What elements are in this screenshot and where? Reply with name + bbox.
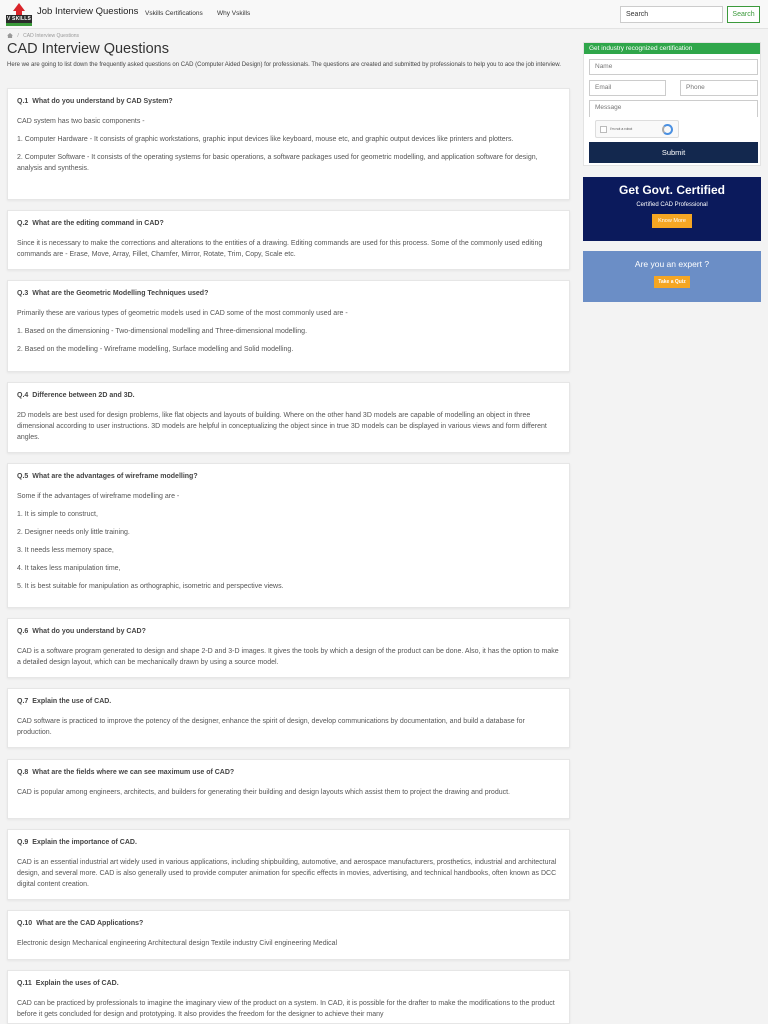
nav-link-why-vskills[interactable]: Why Vskills <box>217 10 251 17</box>
page-intro: Here we are going to list down the frequently asked questions on CAD (Computer Aided Design) for professionals. The questions are created and submitted by professionals to help you to ace the job interview. <box>7 62 561 68</box>
answer-line: CAD is an essential industrial art widely used in various applications, including shipbuilding, automotive, and aerospace manufacturers, prosthetics, industrial and architectural design, and several more. CAD is also generally used to provide computer animation for specific effects in movies, advertising, and technical handbooks, often known as DCC digital content creation. <box>17 859 557 888</box>
answer-line: 1. It is simple to construct, <box>17 511 98 518</box>
answer-line: 2. Designer needs only little training. <box>17 529 130 536</box>
question-heading <box>17 698 560 705</box>
search-input[interactable]: Search <box>620 6 723 23</box>
question-text: Difference between 2D and 3D. <box>32 392 135 399</box>
question-card <box>7 759 570 819</box>
answer-line: 1. Computer Hardware - It consists of graphic workstations, graphic input devices like keyboard, mouse etc, and graphic output devices like printers and plotters. <box>17 136 514 143</box>
breadcrumb <box>7 33 79 39</box>
question-heading <box>17 769 560 776</box>
question-heading <box>17 98 560 105</box>
expert-quiz-banner <box>583 251 761 302</box>
question-text: Explain the use of CAD. <box>32 698 112 705</box>
answer-line: CAD is a software program generated to design and shape 2-D and 3-D images. It gives the tools by which a design of the product can be done. Also, it has the option to make a detailed design layout, which can be mechanically drawn by using a source model. <box>17 648 559 666</box>
answer-line: 2D models are best used for design problems, like flat objects and layouts of building. Where on the other hand 3D models are capable of modelling an object in three dimensional according to user instructions. 3D models are helpful in conceptualizing the object since in true 3D models can be displayed in various views and form different angles. <box>17 412 547 441</box>
answer <box>17 238 560 260</box>
recaptcha-label: I'm not a robot <box>610 127 633 131</box>
answer <box>17 787 560 798</box>
home-icon[interactable] <box>7 33 13 38</box>
question-heading <box>17 980 560 987</box>
logo-text: V SKILLS <box>6 16 32 22</box>
recaptcha-checkbox[interactable] <box>600 126 607 133</box>
know-more-button[interactable]: Know More <box>652 214 692 228</box>
question-number: Q.9 <box>17 839 29 846</box>
answer <box>17 857 560 890</box>
brand-title[interactable]: Job Interview Questions <box>37 6 139 17</box>
answer-line: 3. It needs less memory space, <box>17 547 114 554</box>
vskills-logo[interactable] <box>5 2 33 27</box>
question-card <box>7 463 570 608</box>
answer-line: 1. Based on the dimensioning - Two-dimensional modelling and Three-dimensional modelling. <box>17 328 308 335</box>
answer-line: 5. It is best suitable for manipulation as orthographic, isometric and perspective views. <box>17 583 284 590</box>
name-field[interactable]: Name <box>589 59 758 75</box>
answer <box>17 646 560 668</box>
question-heading <box>17 839 560 846</box>
question-text: What do you understand by CAD System? <box>32 98 173 105</box>
breadcrumb-separator: / <box>17 33 19 39</box>
question-text: What are the advantages of wireframe modelling? <box>32 473 198 480</box>
nav-link-certifications[interactable]: Vskills Certifications <box>145 10 203 17</box>
question-card <box>7 910 570 960</box>
question-card <box>7 829 570 900</box>
breadcrumb-current: CAD Interview Questions <box>23 33 80 39</box>
govt-certified-banner <box>583 177 761 241</box>
question-card <box>7 618 570 678</box>
email-field[interactable]: Email <box>589 80 666 96</box>
answer <box>17 308 560 355</box>
answer-line: Some if the advantages of wireframe modelling are - <box>17 493 180 500</box>
question-number: Q.6 <box>17 628 29 635</box>
answer-line: 2. Computer Software - It consists of the operating systems for basic operations, a software packages used for geometric modelling, and application software for design, analysis and synthesis. <box>17 154 538 172</box>
certification-form <box>583 42 761 166</box>
question-text: What are the fields where we can see maximum use of CAD? <box>32 769 235 776</box>
answer-line: 2. Based on the modelling - Wireframe modelling, Surface modelling and Solid modelling. <box>17 346 294 353</box>
question-card <box>7 88 570 200</box>
question-number: Q.3 <box>17 290 29 297</box>
message-field[interactable]: Message <box>589 100 758 117</box>
answer <box>17 938 560 949</box>
answer-line: Primarily these are various types of geometric models used in CAD some of the most commonly used are - <box>17 310 348 317</box>
question-text: What are the editing command in CAD? <box>32 220 164 227</box>
search-button[interactable]: Search <box>727 6 760 23</box>
top-navbar <box>0 0 768 29</box>
question-number: Q.10 <box>17 920 33 927</box>
question-text: Explain the uses of CAD. <box>35 980 119 987</box>
question-number: Q.7 <box>17 698 29 705</box>
question-number: Q.11 <box>17 980 32 987</box>
recaptcha-logo-icon <box>662 124 673 135</box>
submit-button[interactable]: Submit <box>589 142 758 163</box>
question-card <box>7 280 570 372</box>
question-number: Q.8 <box>17 769 29 776</box>
answer-line: Electronic design Mechanical engineering Architectural design Textile industry Civil engineering Medical <box>17 940 338 947</box>
question-text: What are the Geometric Modelling Techniques used? <box>32 290 209 297</box>
question-heading <box>17 220 560 227</box>
answer-line: CAD is popular among engineers, architects, and builders for generating their building and design layouts which assist them to project the drawing and product. <box>17 789 511 796</box>
answer <box>17 998 560 1020</box>
answer-line: CAD software is practiced to improve the potency of the designer, enhance the spirit of design, develop communications by documentation, and build a database for production. <box>17 718 525 736</box>
question-heading <box>17 290 560 297</box>
cert-title: Get Govt. Certified <box>618 183 725 197</box>
question-card <box>7 382 570 453</box>
answer-line: 4. It takes less manipulation time, <box>17 565 121 572</box>
question-heading <box>17 920 560 927</box>
question-card <box>7 970 570 1024</box>
question-heading <box>17 473 560 480</box>
question-card <box>7 210 570 270</box>
expert-title: Are you an expert ? <box>634 259 710 269</box>
answer-line: CAD system has two basic components - <box>17 118 145 125</box>
question-number: Q.2 <box>17 220 29 227</box>
question-heading <box>17 628 560 635</box>
answer <box>17 491 560 592</box>
answer <box>17 116 560 174</box>
question-card <box>7 688 570 748</box>
question-heading <box>17 392 560 399</box>
question-number: Q.5 <box>17 473 29 480</box>
question-number: Q.4 <box>17 392 29 399</box>
answer <box>17 716 560 738</box>
answer-line: Since it is necessary to make the corrections and alterations to the entities of a drawing. Editing commands are used for this process. Some of the commonly used editing commands are - Erase, Move, Array, Fillet, Chamfer, Mirror, Rotate, Trim, Copy, Scale etc. <box>17 240 543 258</box>
question-text: What do you understand by CAD? <box>32 628 146 635</box>
phone-field[interactable]: Phone <box>680 80 758 96</box>
form-header: Get industry recognized certification <box>584 43 760 54</box>
question-text: Explain the importance of CAD. <box>32 839 137 846</box>
answer-line: CAD can be practiced by professionals to imagine the imaginary view of the product on a system. In CAD, it is possible for the drafter to make the modifications to the product before it gets concluded for design and prototyping. It also provides the freedom for the designer to achieve their many <box>17 1000 555 1018</box>
cert-subtitle: Certified CAD Professional <box>636 202 708 208</box>
take-quiz-button[interactable]: Take a Quiz <box>654 276 689 288</box>
question-text: What are the CAD Applications? <box>36 920 144 927</box>
question-number: Q.1 <box>17 98 29 105</box>
recaptcha-widget[interactable] <box>595 120 679 138</box>
answer <box>17 410 560 443</box>
page-title: CAD Interview Questions <box>7 41 169 57</box>
